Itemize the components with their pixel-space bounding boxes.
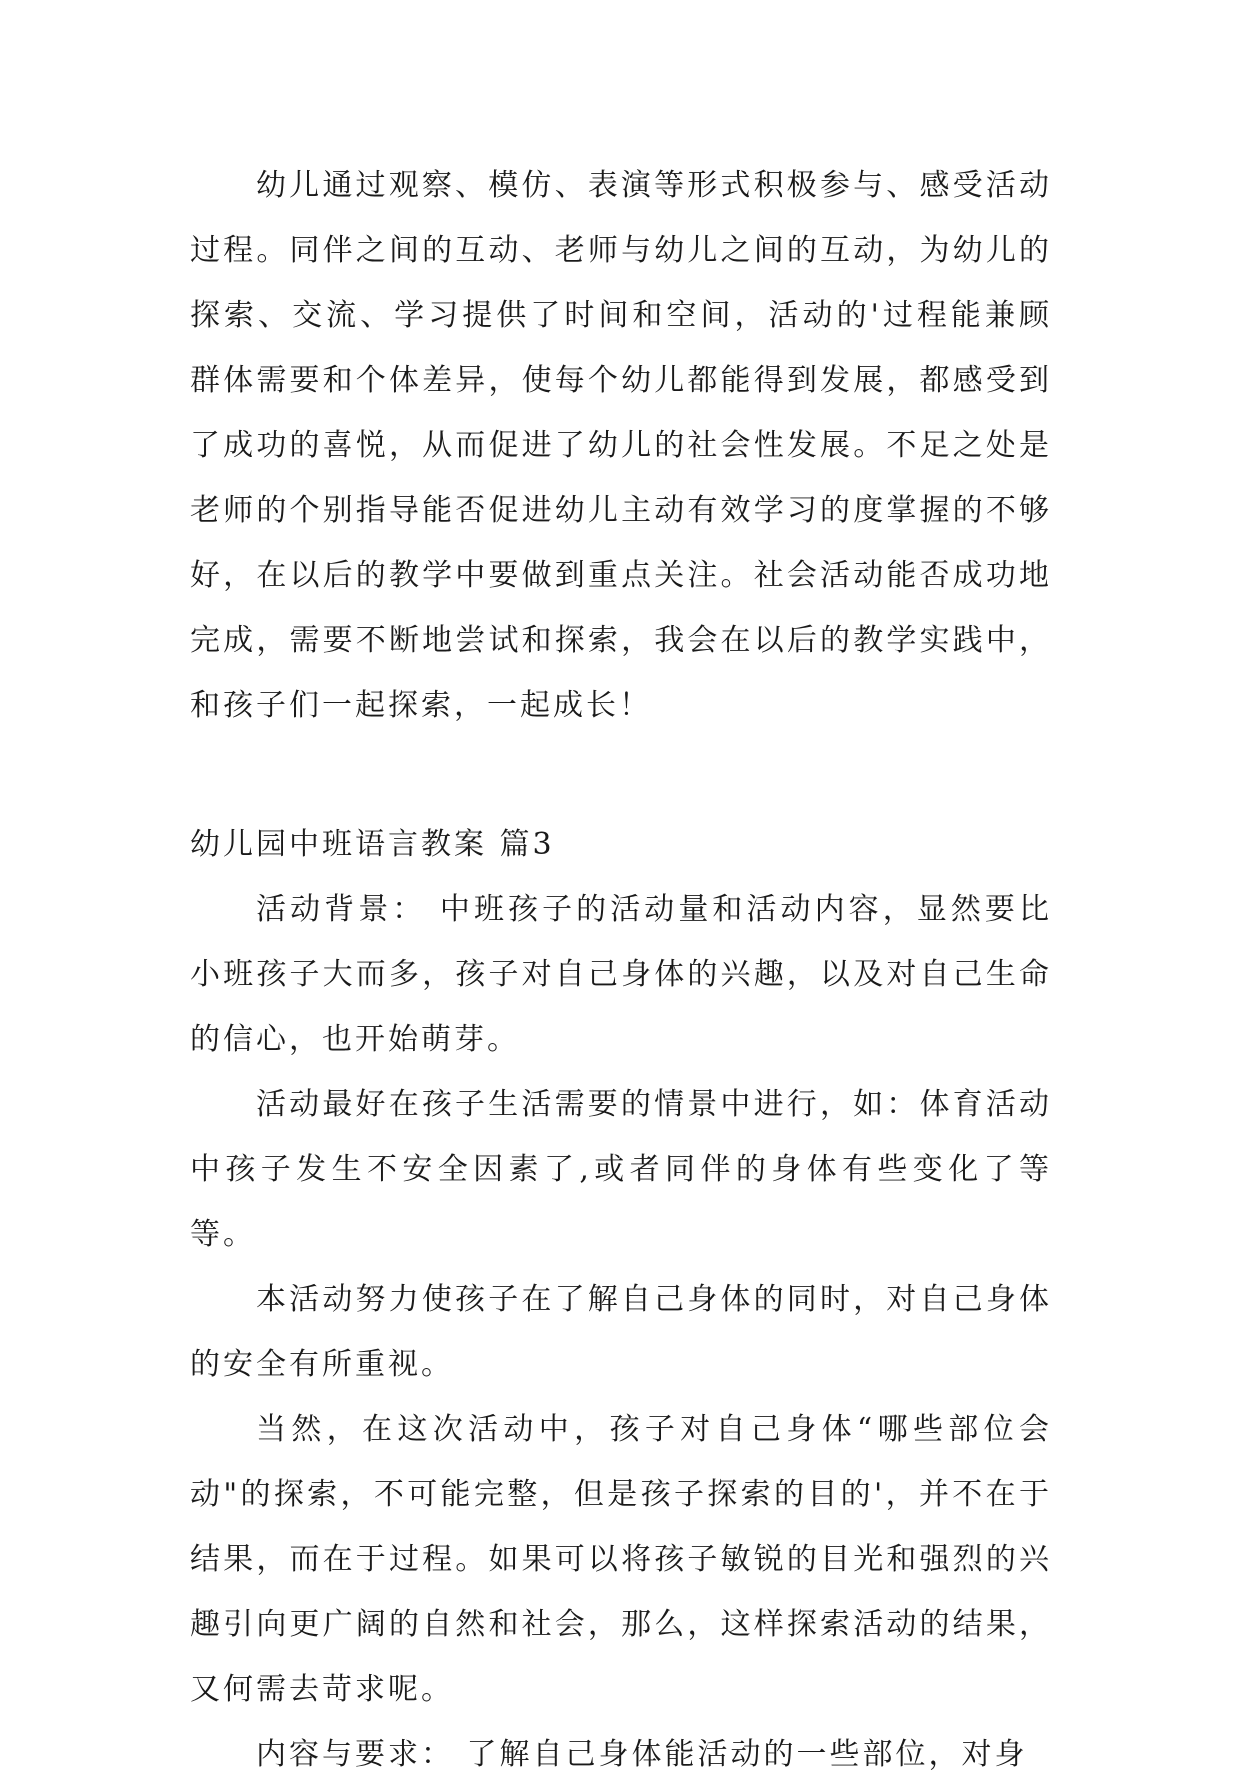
- document-body: [190, 153, 1052, 1787]
- body-paragraph: 活动背景： 中班孩子的活动量和活动内容，显然要比小班孩子大而多，孩子对自己身体的兴趣，以及对自己生命的信心，也开始萌芽。: [190, 892, 1052, 1057]
- section-title: 幼儿园中班语言教案 篇3: [190, 827, 555, 862]
- body-paragraph: 当然，在这次活动中，孩子对自己身体“哪些部位会动"的探索，不可能完整，但是孩子探索的目的'，并不在于结果，而在于过程。如果可以将孩子敏锐的目光和强烈的兴趣引向更广阔的自然和社会，那么，这样探索活动的结果，又何需去苛求呢。: [190, 1412, 1052, 1707]
- body-paragraph: 内容与要求： 了解自己身体能活动的一些部位，对身: [256, 1737, 1028, 1772]
- body-paragraph: 幼儿通过观察、模仿、表演等形式积极参与、感受活动过程。同伴之间的互动、老师与幼儿之间的互动，为幼儿的探索、交流、学习提供了时间和空间，活动的'过程能兼顾群体需要和个体差异，使每个幼儿都能得到发展，都感受到了成功的喜悦，从而促进了幼儿的社会性发展。不足之处是老师的个别指导能否促进幼儿主动有效学习的度掌握的不够好，在以后的教学中要做到重点关注。社会活动能否成功地完成，需要不断地尝试和探索，我会在以后的教学实践中，和孩子们一起探索，一起成长！: [190, 168, 1052, 723]
- body-paragraph: 本活动努力使孩子在了解自己身体的同时，对自己身体的安全有所重视。: [190, 1282, 1052, 1382]
- body-paragraph: 活动最好在孩子生活需要的情景中进行，如：体育活动中孩子发生不安全因素了,或者同伴的身体有些变化了等等。: [190, 1087, 1052, 1252]
- section-spacer: [190, 738, 1052, 812]
